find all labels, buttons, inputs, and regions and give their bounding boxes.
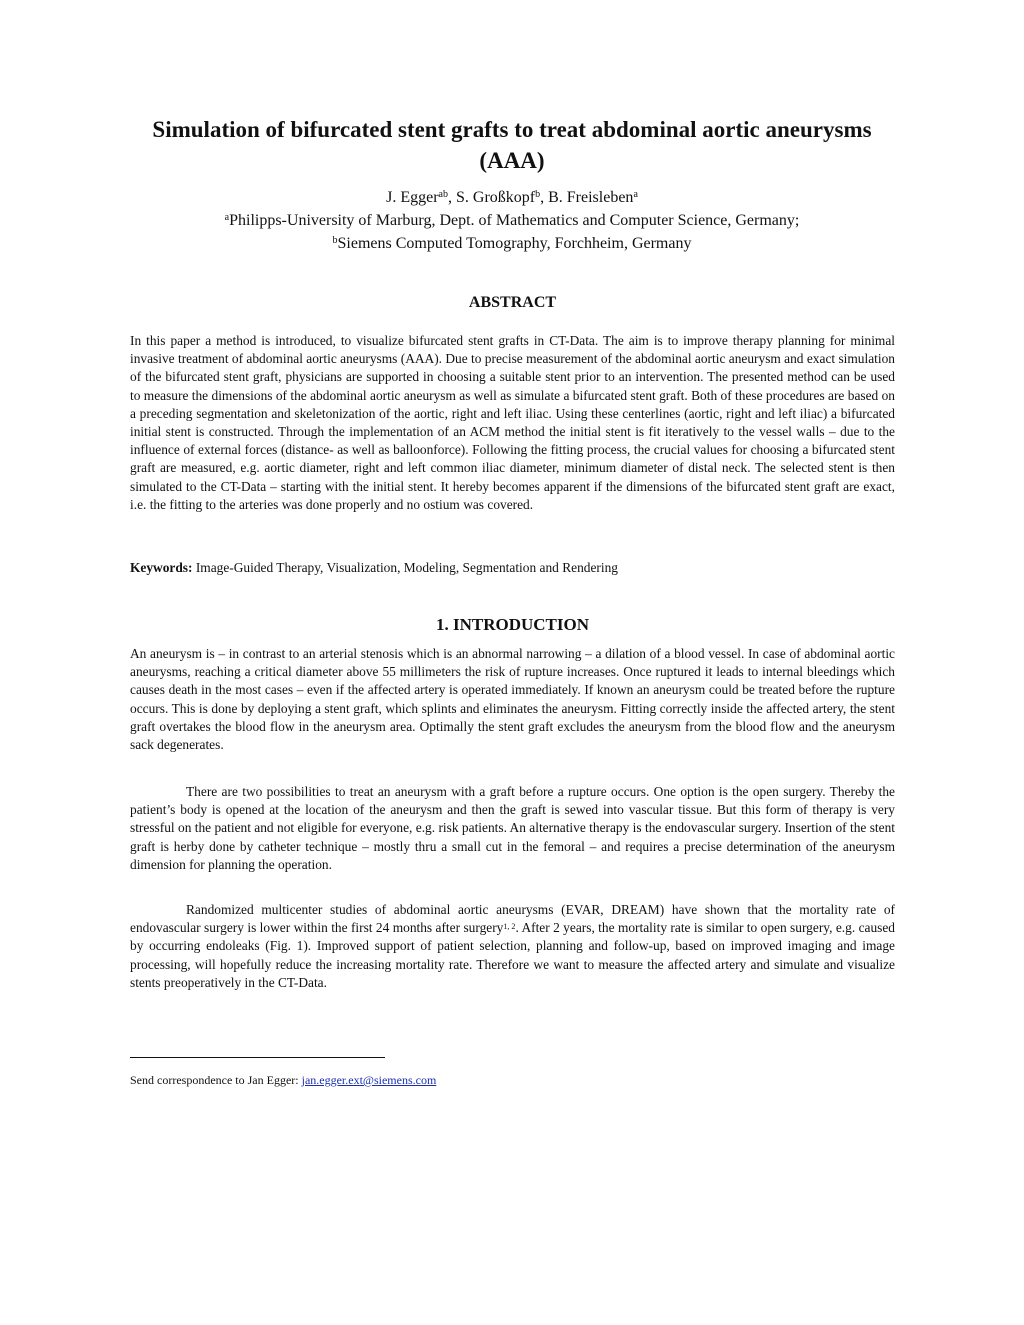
keywords-text: Image-Guided Therapy, Visualization, Modeling, Segmentation and Rendering (195, 560, 618, 575)
affiliation-mark: b (332, 235, 338, 246)
paragraph-text: Randomized multicenter studies of abdominal aortic aneurysms (EVAR, DREAM) have shown that the mortality rate of endovascular surgery is lower within the first 24 months after surgery (130, 902, 895, 936)
paragraph-text: . After 2 years, the mortality rate is similar to open surgery, e.g. caused by occurring endoleaks (Fig. 1). Improved support of patient selection, planning and follow-up, based on improved imaging and image processing, will hopefully reduce the increasing mortality rate. Therefore we want to measure the affected artery and simulate and visualize stents preoperatively in the CT-Data. (130, 920, 896, 990)
author-name: J. Egger (386, 189, 439, 206)
introduction-heading: 1. INTRODUCTION (435, 615, 590, 634)
author-affiliation-mark: b (535, 189, 541, 200)
keywords-line (130, 559, 895, 577)
keywords-label: Keywords: (130, 560, 193, 575)
paper-title: Simulation of bifurcated stent grafts to treat abdominal aortic aneurysms (AAA) (152, 117, 872, 173)
author-separator: , (540, 189, 549, 206)
introduction-paragraph-1: An aneurysm is – in contrast to an arterial stenosis which is an abnormal narrowing – a dilation of a blood vessel. In case of abdominal aortic aneurysms, reaching a critical diameter above 55 millimeters the risk of rupture increases. Once ruptured it leads to internal bleedings which causes death in the most cases – even if the affected artery is operated immediately. If known an aneurysm could be treated before the rupture occurs. This is done by deploying a stent graft, which splints and eliminates the aneurysm. Fitting correctly inside the affected artery, the stent graft overtakes the blood flow in the aneurysm area. Optimally the stent graft excludes the aneurysm from the blood flow and the aneurysm sack degenerates. (130, 646, 895, 753)
introduction-paragraph-3 (130, 901, 895, 992)
author-affiliation-mark: a (633, 189, 638, 200)
abstract-heading: ABSTRACT (468, 294, 557, 311)
citation-reference[interactable]: 1, 2 (503, 922, 516, 932)
correspondence-email-link[interactable]: jan.egger.ext@siemens.com (301, 1073, 437, 1087)
author-name: B. Freisleben (548, 189, 634, 206)
footnote-text: Send correspondence to Jan Egger: (130, 1073, 302, 1087)
correspondence-footnote (130, 1073, 436, 1088)
affiliation-a (100, 209, 924, 232)
affiliation-mark: a (224, 212, 230, 223)
footnote-divider (130, 1057, 385, 1058)
affiliation-text: Philipps-University of Marburg, Dept. of Mathematics and Computer Science, Germany; (229, 212, 800, 229)
author-name: S. Großkopf (456, 189, 536, 206)
affiliation-b (100, 232, 924, 255)
affiliation-text: Siemens Computed Tomography, Forchheim, Germany (337, 235, 692, 252)
author-separator: , (448, 189, 456, 206)
abstract-paragraph: In this paper a method is introduced, to visualize bifurcated stent grafts in CT-Data. The aim is to improve therapy planning for minimal invasive treatment of abdominal aortic aneurysms (AAA). Due to precise measurement of the abdominal aortic aneurysm and exact simulation of the bifurcated stent graft, physicians are supported in choosing a suitable stent prior to an intervention. The presented method can be used to measure the dimensions of the abdominal aortic aneurysm as well as simulate a bifurcated stent graft. Both of these procedures are based on a preceding segmentation and skeletonization of the aortic, right and left iliac. Using these centerlines (aortic, right and left iliac) a bifurcated initial stent is constructed. Through the implementation of an ACM method the initial stent is fit iteratively to the vessel walls – due to the influence of external forces (distance- as well as balloonforce). Following the fitting process, the crucial values for choosing a bifurcated stent graft are measured, e.g. aortic diameter, right and left common iliac diameter, minimum diameter of distal neck. The selected stent is then simulated to the CT-Data – starting with the initial stent. It hereby becomes apparent if the dimensions of the bifurcated stent graft are exact, i.e. the fitting to the arteries was done properly and no ostium was covered. (130, 333, 895, 512)
introduction-paragraph-2: There are two possibilities to treat an aneurysm with a graft before a rupture occurs. One option is the open surgery. Thereby the patient’s body is opened at the location of the aneurysm and then the graft is sewed into vascular tissue. But this form of therapy is very stressful on the patient and not eligible for everyone, e.g. risk patients. An alternative therapy is the endovascular surgery. Insertion of the stent graft is herby done by catheter technique – mostly thru a small cut in the femoral – and requires a precise determination of the aneurysm dimension for planning the operation. (130, 784, 895, 872)
author-affiliation-mark: ab (438, 189, 448, 200)
author-list (100, 186, 924, 209)
author-block (100, 186, 924, 255)
